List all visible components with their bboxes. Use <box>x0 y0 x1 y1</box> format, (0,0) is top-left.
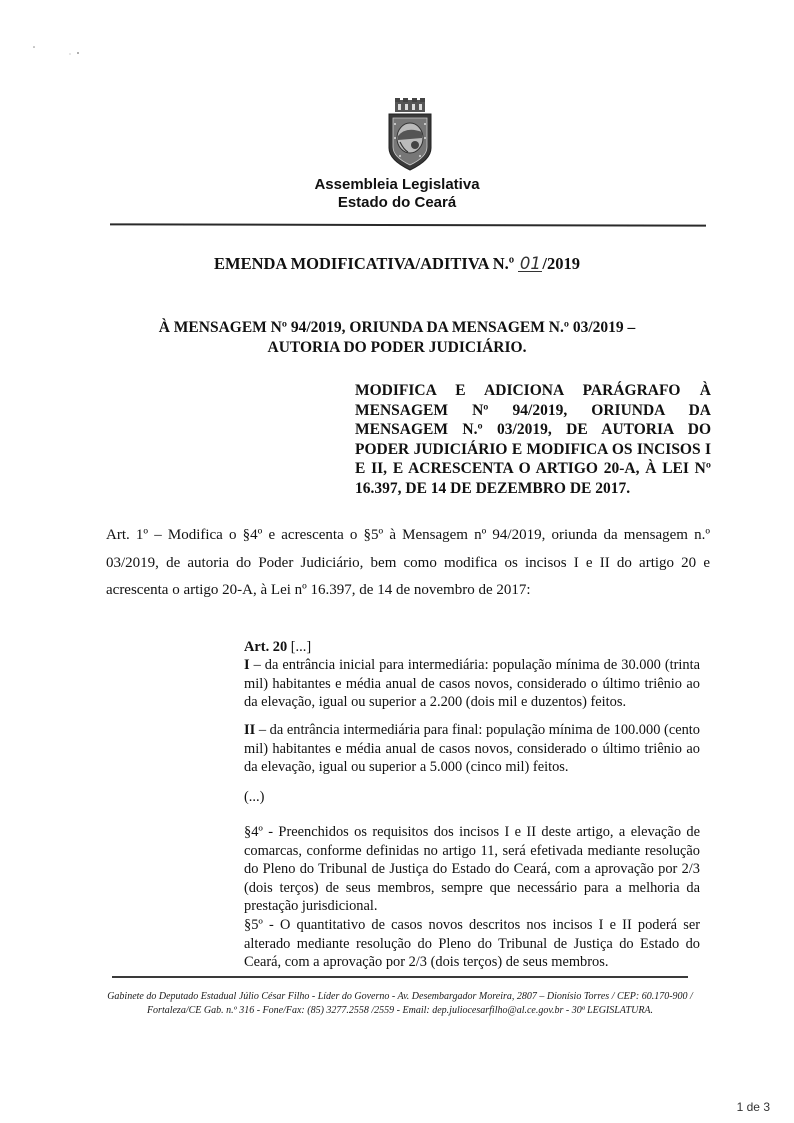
amendment-title-prefix: EMENDA MODIFICATIVA/ADITIVA N.º <box>214 254 519 273</box>
amendment-subtitle <box>0 318 794 358</box>
organization-name: Assembleia Legislativa <box>314 176 480 193</box>
footer-divider <box>112 976 688 978</box>
amendment-summary: MODIFICA E ADICIONA PARÁGRAFO À MENSAGEM Nº 94/2019, ORIUNDA DA MENSAGEM N.º 03/2019, DE AUTORIA DO PODER JUDICIÁRIO E MODIFICA OS INCISOS I E II, E ACRESCENTA O ARTIGO 20-A, À LEI Nº 16.397, DE 14 DE DEZEMBRO DE 2017. <box>355 382 711 497</box>
paragraph-5-label: §5º <box>244 917 263 933</box>
inciso-1-label: I <box>244 657 250 673</box>
omitted-text-marker: (...) <box>244 789 265 805</box>
subtitle-line-1: À MENSAGEM Nº 94/2019, ORIUNDA DA MENSAGEM N.º 03/2019 – <box>158 319 636 336</box>
footer-contact-info <box>100 990 700 1018</box>
inciso-2-text: – da entrância intermediária para final: população mínima de 100.000 (cento mil) habitantes e média anual de casos novos, considerado o último triênio ao da elevação, igual ou superior a 5.000 (cinco mil) feitos. <box>244 722 700 775</box>
paragraph-5 <box>244 916 700 972</box>
article-20-ellipsis: [...] <box>287 639 312 655</box>
amendment-title-suffix: /2019 <box>542 254 580 273</box>
article-1-text: Art. 1º – Modifica o §4º e acrescenta o §5º à Mensagem nº 94/2019, oriunda da mensagem n.º 03/2019, de autoria do Poder Judiciário, bem como modifica os incisos I e II do artigo 20 e acrescenta o artigo 20-A, à Lei nº 16.397, de 14 de novembro de 2017: <box>106 527 710 598</box>
inciso-1 <box>244 656 700 712</box>
subtitle-line-2: AUTORIA DO PODER JUDICIÁRIO. <box>267 339 527 356</box>
paragraph-4-label: §4º <box>244 824 263 840</box>
state-name: Estado do Ceará <box>337 194 457 211</box>
amendment-number-handwritten: 01 <box>519 254 541 273</box>
inciso-2 <box>244 721 700 777</box>
inciso-1-text: – da entrância inicial para intermediária: população mínima de 30.000 (trinta mil) habitantes e média anual de casos novos, considerado o último triênio ao da elevação, igual ou superior a 2.200 (dois mil e duzentos) feitos. <box>244 657 700 710</box>
coat-of-arms-icon <box>386 98 434 172</box>
inciso-2-label: II <box>244 722 256 738</box>
paragraph-4 <box>244 823 700 916</box>
footer-line-2: Fortaleza/CE Gab. n.º 316 - Fone/Fax: (85) 3277.2558 /2559 - Email: dep.juliocesarfilho@al.ce.gov.br - 30ª LEGISLATURA. <box>146 1005 654 1016</box>
footer-line-1: Gabinete do Deputado Estadual Júlio César Filho - Líder do Governo - Av. Desembargador Moreira, 2807 – Dionísio Torres / CEP: 60.170-900 / <box>107 991 693 1002</box>
paragraph-4-text: - Preenchidos os requisitos dos incisos I e II deste artigo, a elevação de comarcas, conforme definidas no artigo 11, será efetivada mediante resolução do Pleno do Tribunal de Justiça do Estado do Ceará, com a aprovação por 2/3 (dois terços) de seus membros, sempre que necessário para a melhoria da prestação jurisdicional. <box>244 824 700 914</box>
paragraph-5-text: - O quantitativo de casos novos descritos nos incisos I e II poderá ser alterado mediante resolução do Pleno do Tribunal de Justiça do Estado do Ceará, com a aprovação por 2/3 (dois terços) de seus membros. <box>244 917 700 970</box>
scan-artifact <box>30 44 90 58</box>
amendment-title <box>0 254 794 274</box>
page-indicator: 1 de 3 <box>736 1100 770 1114</box>
article-20-label: Art. 20 <box>244 639 288 655</box>
organization-header <box>0 176 794 212</box>
header-divider <box>110 223 706 226</box>
article-20-heading <box>244 638 700 657</box>
